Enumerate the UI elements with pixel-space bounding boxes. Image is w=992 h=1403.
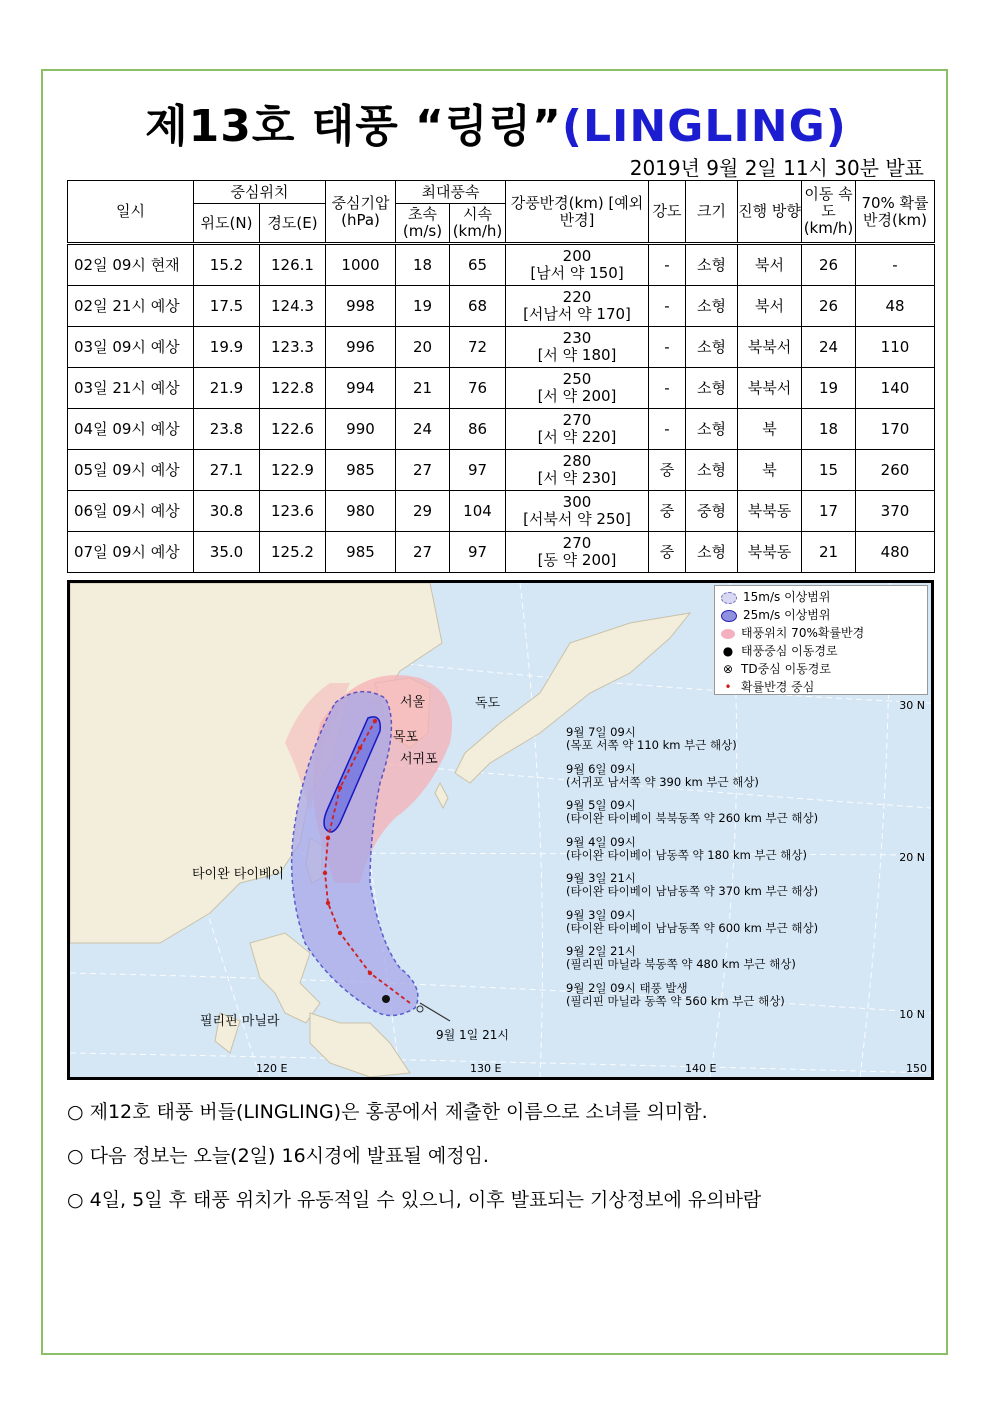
radius-value: 270 (562, 534, 592, 552)
header-pressure: 중심기압 (hPa) (326, 181, 396, 244)
track-label: 9월 2일 21시 (필리핀 마닐라 북동쪽 약 480 km 부근 해상) (566, 944, 796, 971)
cell-intensity: - (649, 409, 686, 450)
cell-size: 소형 (686, 532, 738, 573)
lon-130: 130 E (470, 1062, 502, 1075)
cell-prob: 260 (856, 450, 935, 491)
cell-time: 07일 09시 예상 (68, 532, 194, 573)
table-row (68, 368, 935, 409)
cell-ms: 20 (396, 327, 450, 368)
track-label: 9월 3일 21시 (타이완 타이베이 남남동쪽 약 370 km 부근 해상) (566, 871, 819, 898)
cell-pressure: 980 (326, 491, 396, 532)
header-time: 일시 (68, 181, 194, 244)
cell-lat: 27.1 (194, 450, 260, 491)
page-title (0, 90, 992, 154)
header-radius: 강풍반경(km) [예외반경] (506, 181, 649, 244)
cell-kmh: 97 (450, 450, 506, 491)
header-speed: 이동 속도 (km/h) (802, 181, 856, 244)
dark-circle-icon (721, 610, 737, 622)
header-maxwind: 최대풍속 (396, 181, 506, 204)
lon-140: 140 E (685, 1062, 717, 1075)
cell-speed: 21 (802, 532, 856, 573)
cell-lat: 23.8 (194, 409, 260, 450)
cell-direction: 북북서 (738, 368, 802, 409)
typhoon-track-map (67, 580, 934, 1080)
radius-exception: [서 약 180] (537, 346, 617, 364)
cell-intensity: - (649, 244, 686, 286)
cell-lon: 124.3 (260, 286, 326, 327)
cell-lon: 126.1 (260, 244, 326, 286)
cell-kmh: 76 (450, 368, 506, 409)
cell-direction: 북서 (738, 286, 802, 327)
cell-kmh: 104 (450, 491, 506, 532)
cell-intensity: 중 (649, 532, 686, 573)
cell-pressure: 985 (326, 450, 396, 491)
cell-prob: 480 (856, 532, 935, 573)
cell-lon: 123.3 (260, 327, 326, 368)
table-row (68, 286, 935, 327)
cell-lon: 122.8 (260, 368, 326, 409)
cell-size: 소형 (686, 450, 738, 491)
radius-value: 200 (562, 247, 592, 265)
title-korean: 제13호 태풍 “링링” (145, 101, 562, 152)
cell-time: 02일 09시 현재 (68, 244, 194, 286)
cell-direction: 북북서 (738, 327, 802, 368)
cell-size: 소형 (686, 286, 738, 327)
cell-radius (506, 450, 649, 491)
legend-track: ● 태풍중심 이동경로 (722, 644, 838, 658)
cell-lon: 125.2 (260, 532, 326, 573)
cell-time: 02일 21시 예상 (68, 286, 194, 327)
header-center: 중심위치 (194, 181, 326, 204)
track-annotations (566, 726, 818, 1018)
header-intensity: 강도 (649, 181, 686, 244)
cell-lat: 21.9 (194, 368, 260, 409)
cell-prob: 170 (856, 409, 935, 450)
header-size: 크기 (686, 181, 738, 244)
cell-lat: 30.8 (194, 491, 260, 532)
track-label: 9월 4일 09시 (타이완 타이베이 남동쪽 약 180 km 부근 해상) (566, 834, 808, 862)
cell-intensity: - (649, 327, 686, 368)
cell-prob: - (856, 244, 935, 286)
radius-exception: [서북서 약 250] (523, 510, 631, 528)
cell-radius (506, 286, 649, 327)
cell-size: 소형 (686, 409, 738, 450)
note-item: ○ 다음 정보는 오늘(2일) 16시경에 발표될 예정임. (67, 1145, 489, 1167)
header-lon: 경도(E) (260, 204, 326, 244)
cell-radius (506, 532, 649, 573)
radius-exception: [서 약 220] (537, 428, 617, 446)
table-row (68, 450, 935, 491)
cell-time: 06일 09시 예상 (68, 491, 194, 532)
cell-intensity: - (649, 286, 686, 327)
cell-ms: 21 (396, 368, 450, 409)
cell-pressure: 985 (326, 532, 396, 573)
place-mokpo: 목포 (393, 730, 419, 745)
lon-120: 120 E (256, 1062, 288, 1075)
place-manila: 필리핀 마닐라 (200, 1014, 280, 1029)
radius-value: 270 (562, 411, 592, 429)
cell-ms: 24 (396, 409, 450, 450)
cell-radius (506, 368, 649, 409)
cell-direction: 북 (738, 450, 802, 491)
pink-circle-icon (721, 629, 735, 639)
table-row (68, 491, 935, 532)
radius-value: 220 (562, 288, 592, 306)
td-symbol-icon: ⊗ (722, 662, 734, 676)
lon-150: 150 (906, 1062, 927, 1075)
cell-speed: 18 (802, 409, 856, 450)
header-ms: 초속 (m/s) (396, 204, 450, 244)
cell-radius (506, 244, 649, 286)
track-label: 9월 6일 09시 (서귀포 남서쪽 약 390 km 부근 해상) (566, 761, 759, 789)
radius-value: 230 (562, 329, 592, 347)
note-item: ○ 제12호 태풍 버들(LINGLING)은 홍콩에서 제출한 이름으로 소녀를 의미함. (67, 1101, 708, 1123)
radius-exception: [서남서 약 170] (523, 305, 631, 323)
cell-ms: 18 (396, 244, 450, 286)
red-dot-icon: • (724, 680, 732, 694)
notes (67, 1098, 761, 1230)
cell-size: 중형 (686, 491, 738, 532)
cell-time: 03일 21시 예상 (68, 368, 194, 409)
cell-prob: 140 (856, 368, 935, 409)
radius-value: 250 (562, 370, 592, 388)
cell-prob: 48 (856, 286, 935, 327)
cell-time: 05일 09시 예상 (68, 450, 194, 491)
cell-ms: 19 (396, 286, 450, 327)
cell-lat: 17.5 (194, 286, 260, 327)
cell-speed: 19 (802, 368, 856, 409)
legend-15ms: 15m/s 이상범위 (721, 588, 927, 606)
cell-radius (506, 327, 649, 368)
cell-intensity: 중 (649, 491, 686, 532)
lat-30: 30 N (899, 699, 925, 712)
cell-direction: 북북동 (738, 532, 802, 573)
radius-exception: [동 약 200] (537, 551, 617, 569)
track-label: 9월 2일 09시 태풍 발생 (필리핀 마닐라 동쪽 약 560 km 부근 해상) (566, 980, 785, 1008)
table-row (68, 244, 935, 286)
header-lat: 위도(N) (194, 204, 260, 244)
track-label: 9월 3일 09시 (타이완 타이베이 남남동쪽 약 600 km 부근 해상) (566, 907, 819, 935)
cell-size: 소형 (686, 244, 738, 286)
header-prob: 70% 확률 반경(km) (856, 181, 935, 244)
cell-radius (506, 409, 649, 450)
table-row (68, 532, 935, 573)
cell-kmh: 68 (450, 286, 506, 327)
cell-pressure: 1000 (326, 244, 396, 286)
map-legend (714, 585, 928, 695)
radius-exception: [서 약 230] (537, 469, 617, 487)
cell-pressure: 998 (326, 286, 396, 327)
cell-speed: 26 (802, 286, 856, 327)
cell-prob: 370 (856, 491, 935, 532)
cell-speed: 26 (802, 244, 856, 286)
legend-prob: 태풍위치 70%확률반경 (721, 624, 927, 642)
typhoon-symbol-icon: ● (722, 644, 734, 658)
cell-ms: 27 (396, 450, 450, 491)
cell-pressure: 994 (326, 368, 396, 409)
radius-value: 280 (562, 452, 592, 470)
cell-direction: 북서 (738, 244, 802, 286)
note-item: ○ 4일, 5일 후 태풍 위치가 유동적일 수 있으니, 이후 발표되는 기상정보에 유의바람 (67, 1189, 762, 1211)
start-label: 9월 1일 21시 (436, 1028, 509, 1042)
issued-date: 2019년 9월 2일 11시 30분 발표 (629, 156, 924, 180)
cell-size: 소형 (686, 368, 738, 409)
cell-prob: 110 (856, 327, 935, 368)
cell-lon: 122.6 (260, 409, 326, 450)
legend-center: • 확률반경 중심 (721, 678, 927, 696)
cell-kmh: 86 (450, 409, 506, 450)
cell-lat: 35.0 (194, 532, 260, 573)
place-seogwipo: 서귀포 (400, 752, 438, 767)
cell-kmh: 72 (450, 327, 506, 368)
lat-20: 20 N (899, 851, 925, 864)
cell-time: 04일 09시 예상 (68, 409, 194, 450)
cell-kmh: 97 (450, 532, 506, 573)
lat-10: 10 N (899, 1008, 925, 1021)
light-circle-icon (721, 592, 737, 604)
radius-exception: [서 약 200] (537, 387, 617, 405)
header-kmh: 시속 (km/h) (450, 204, 506, 244)
cell-intensity: - (649, 368, 686, 409)
cell-pressure: 996 (326, 327, 396, 368)
track-label: 9월 5일 09시 (타이완 타이베이 북북동쪽 약 260 km 부근 해상) (566, 798, 819, 825)
cell-intensity: 중 (649, 450, 686, 491)
cell-speed: 17 (802, 491, 856, 532)
place-seoul: 서울 (400, 695, 426, 710)
cell-direction: 북북동 (738, 491, 802, 532)
cell-speed: 24 (802, 327, 856, 368)
place-taipei: 타이완 타이베이 (192, 867, 285, 882)
cell-radius (506, 491, 649, 532)
place-dokdo: 독도 (475, 696, 501, 711)
radius-value: 300 (562, 493, 592, 511)
cell-lat: 15.2 (194, 244, 260, 286)
cell-kmh: 65 (450, 244, 506, 286)
cell-size: 소형 (686, 327, 738, 368)
legend-25ms: 25m/s 이상범위 (721, 606, 927, 624)
track-label: 9월 7일 09시 (목포 서쪽 약 110 km 부근 해상) (566, 725, 737, 752)
table-row (68, 409, 935, 450)
typhoon-forecast-table (67, 180, 935, 573)
cell-direction: 북 (738, 409, 802, 450)
cell-time: 03일 09시 예상 (68, 327, 194, 368)
radius-exception: [남서 약 150] (530, 264, 624, 282)
cell-pressure: 990 (326, 409, 396, 450)
cell-lon: 123.6 (260, 491, 326, 532)
title-english: (LINGLING) (561, 101, 847, 152)
table-row (68, 327, 935, 368)
header-direction: 진행 방향 (738, 181, 802, 244)
cell-speed: 15 (802, 450, 856, 491)
legend-td: ⊗ TD중심 이동경로 (722, 662, 831, 676)
cell-ms: 29 (396, 491, 450, 532)
cell-lat: 19.9 (194, 327, 260, 368)
cell-lon: 122.9 (260, 450, 326, 491)
cell-ms: 27 (396, 532, 450, 573)
